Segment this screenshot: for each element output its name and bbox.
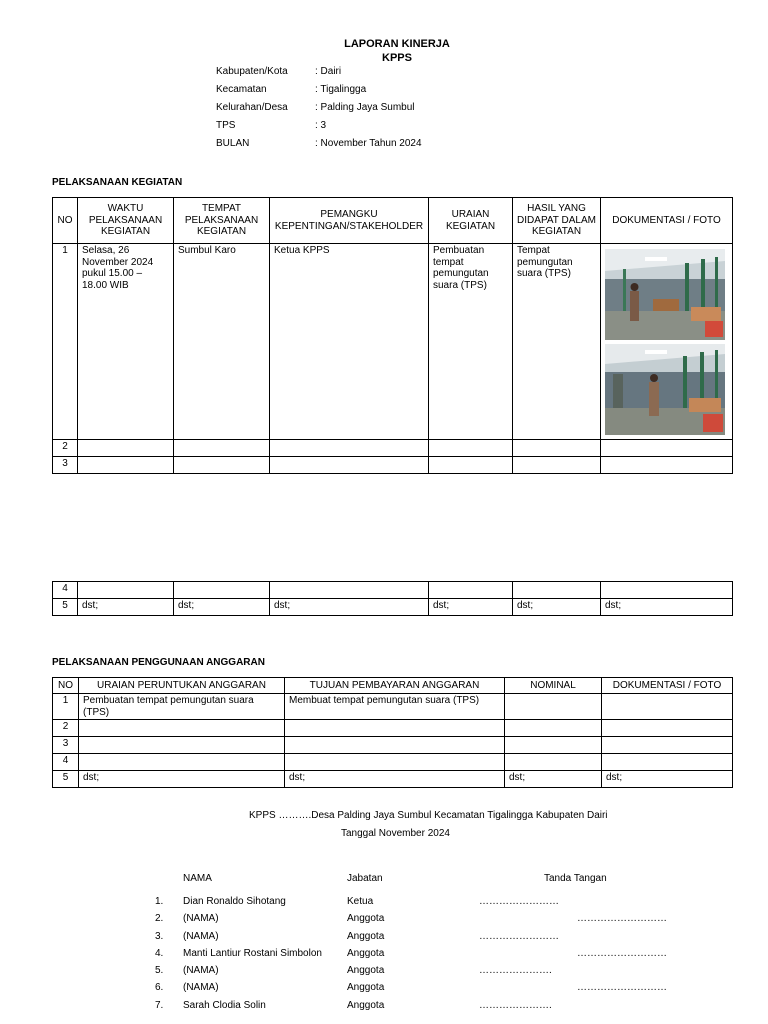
cell-no: 1 [53, 694, 79, 720]
cell-dokumentasi: dst; [601, 599, 733, 616]
cell-tempat: dst; [174, 599, 270, 616]
cell-nominal [505, 754, 602, 771]
cell-uraian: dst; [429, 599, 513, 616]
cell-dokumentasi [601, 582, 733, 599]
cell-no: 2 [53, 440, 78, 457]
info-label-kabupaten: Kabupaten/Kota [216, 66, 288, 77]
cell-tempat: Sumbul Karo [174, 244, 270, 440]
signature-line: ……………………… [577, 913, 667, 924]
info-label-kecamatan: Kecamatan [216, 84, 267, 95]
cell-pemangku: dst; [270, 599, 429, 616]
info-label-bulan: BULAN [216, 138, 250, 149]
cell-tujuan [285, 754, 505, 771]
cell-tempat [174, 440, 270, 457]
signatory-number: 1. [155, 896, 164, 907]
cell-dokumentasi [602, 694, 733, 720]
table-row [53, 457, 733, 474]
signatory-name: Dian Ronaldo Sihotang [183, 896, 286, 907]
table-row [53, 720, 733, 737]
signature-line: …………………… [479, 896, 559, 907]
info-value-tps: : 3 [315, 120, 327, 131]
cell-no: 2 [53, 720, 79, 737]
column-label-tanda-tangan: Tanda Tangan [544, 873, 607, 884]
signatory-position: Anggota [347, 913, 385, 924]
cell-waktu: Selasa, 26 November 2024 pukul 15.00 – 18.00 WIB [78, 244, 174, 440]
section-title-kegiatan: PELAKSANAAN KEGIATAN [52, 177, 183, 188]
signatory-number: 5. [155, 965, 164, 976]
col-header-hasil: HASIL YANG DIDAPAT DALAM KEGIATAN [513, 198, 601, 244]
table-row [53, 582, 733, 599]
signature-line: …………………. [479, 965, 552, 976]
signatory-name: (NAMA) [183, 965, 219, 976]
cell-hasil [513, 582, 601, 599]
signatory-number: 3. [155, 931, 164, 942]
cell-dokumentasi [602, 720, 733, 737]
info-value-kecamatan: : Tigalingga [315, 84, 367, 95]
cell-tujuan: Membuat tempat pemungutan suara (TPS) [285, 694, 505, 720]
cell-uraian [79, 754, 285, 771]
signature-line: ……………………… [577, 982, 667, 993]
cell-no: 3 [53, 737, 79, 754]
cell-tujuan [285, 720, 505, 737]
report-subtitle: KPPS [382, 52, 412, 64]
signature-line: …………………. [479, 1000, 552, 1011]
col-header-nominal: NOMINAL [505, 678, 602, 694]
table-row [53, 737, 733, 754]
anggaran-table [52, 677, 733, 788]
signature-line: ……………………… [577, 948, 667, 959]
signatory-number: 7. [155, 1000, 164, 1011]
signatory-position: Anggota [347, 948, 385, 959]
cell-uraian [79, 737, 285, 754]
cell-hasil [513, 457, 601, 474]
cell-dokumentasi [602, 737, 733, 754]
report-title: LAPORAN KINERJA [344, 38, 450, 50]
cell-tempat [174, 582, 270, 599]
column-label-nama: NAMA [183, 873, 212, 884]
documentation-photo-1 [605, 249, 725, 340]
cell-nominal [505, 737, 602, 754]
cell-hasil [513, 440, 601, 457]
table-row [53, 599, 733, 616]
signatory-name: Manti Lantiur Rostani Simbolon [183, 948, 322, 959]
cell-waktu [78, 440, 174, 457]
cell-no: 4 [53, 582, 78, 599]
cell-uraian: Pembuatan tempat pemungutan suara (TPS) [429, 244, 513, 440]
cell-hasil: Tempat pemungutan suara (TPS) [513, 244, 601, 440]
col-header-tujuan-pembayaran: TUJUAN PEMBAYARAN ANGGARAN [285, 678, 505, 694]
col-header-no: NO [53, 678, 79, 694]
cell-uraian [79, 720, 285, 737]
signatory-name: Sarah Clodia Solin [183, 1000, 266, 1011]
col-header-tempat: TEMPAT PELAKSANAAN KEGIATAN [174, 198, 270, 244]
col-header-dokumentasi: DOKUMENTASI / FOTO [601, 198, 733, 244]
place-line: KPPS ……….Desa Palding Jaya Sumbul Kecamatan Tigalingga Kabupaten Dairi [249, 810, 608, 821]
cell-dokumentasi [601, 440, 733, 457]
cell-hasil: dst; [513, 599, 601, 616]
signature-line: …………………… [479, 931, 559, 942]
cell-no: 4 [53, 754, 79, 771]
table-row [53, 244, 733, 440]
cell-waktu [78, 457, 174, 474]
cell-nominal [505, 694, 602, 720]
info-label-tps: TPS [216, 120, 236, 131]
signatory-number: 4. [155, 948, 164, 959]
section-title-anggaran: PELAKSANAAN PENGGUNAAN ANGGARAN [52, 657, 265, 668]
col-header-pemangku: PEMANGKU KEPENTINGAN/STAKEHOLDER [270, 198, 429, 244]
cell-no: 3 [53, 457, 78, 474]
cell-dokumentasi [602, 754, 733, 771]
cell-dokumentasi [601, 457, 733, 474]
col-header-waktu: WAKTU PELAKSANAAN KEGIATAN [78, 198, 174, 244]
table-header-row [53, 678, 733, 694]
cell-pemangku [270, 440, 429, 457]
cell-no: 1 [53, 244, 78, 440]
table-header-row [53, 198, 733, 244]
kegiatan-table [52, 197, 733, 474]
signatory-number: 6. [155, 982, 164, 993]
column-label-jabatan: Jabatan [347, 873, 383, 884]
cell-waktu: dst; [78, 599, 174, 616]
cell-uraian [429, 457, 513, 474]
table-row [53, 771, 733, 788]
table-row [53, 754, 733, 771]
cell-tujuan [285, 737, 505, 754]
col-header-uraian: URAIAN KEGIATAN [429, 198, 513, 244]
info-value-kelurahan: : Palding Jaya Sumbul [315, 102, 415, 113]
signatory-number: 2. [155, 913, 164, 924]
cell-tujuan: dst; [285, 771, 505, 788]
table-row [53, 694, 733, 720]
cell-dokumentasi: dst; [602, 771, 733, 788]
documentation-photo-2 [605, 344, 725, 435]
col-header-uraian-peruntukan: URAIAN PERUNTUKAN ANGGARAN [79, 678, 285, 694]
signatory-name: (NAMA) [183, 913, 219, 924]
info-value-bulan: : November Tahun 2024 [315, 138, 422, 149]
cell-no: 5 [53, 771, 79, 788]
cell-nominal [505, 720, 602, 737]
cell-uraian: Pembuatan tempat pemungutan suara (TPS) [79, 694, 285, 720]
signatory-position: Anggota [347, 982, 385, 993]
signatory-name: (NAMA) [183, 931, 219, 942]
cell-tempat [174, 457, 270, 474]
col-header-dokumentasi: DOKUMENTASI / FOTO [602, 678, 733, 694]
signatory-position: Ketua [347, 896, 374, 907]
cell-uraian [429, 582, 513, 599]
cell-uraian [429, 440, 513, 457]
cell-pemangku [270, 582, 429, 599]
signatory-position: Anggota [347, 931, 385, 942]
signatory-name: (NAMA) [183, 982, 219, 993]
cell-no: 5 [53, 599, 78, 616]
info-value-kabupaten: : Dairi [315, 66, 342, 77]
kegiatan-table-continued [52, 581, 733, 616]
cell-nominal: dst; [505, 771, 602, 788]
cell-uraian: dst; [79, 771, 285, 788]
info-label-kelurahan: Kelurahan/Desa [216, 102, 288, 113]
signatory-position: Anggota [347, 1000, 385, 1011]
cell-waktu [78, 582, 174, 599]
cell-dokumentasi [601, 244, 733, 440]
col-header-no: NO [53, 198, 78, 244]
cell-pemangku: Ketua KPPS [270, 244, 429, 440]
date-line: Tanggal November 2024 [341, 828, 450, 839]
signatory-position: Anggota [347, 965, 385, 976]
table-row [53, 440, 733, 457]
cell-pemangku [270, 457, 429, 474]
